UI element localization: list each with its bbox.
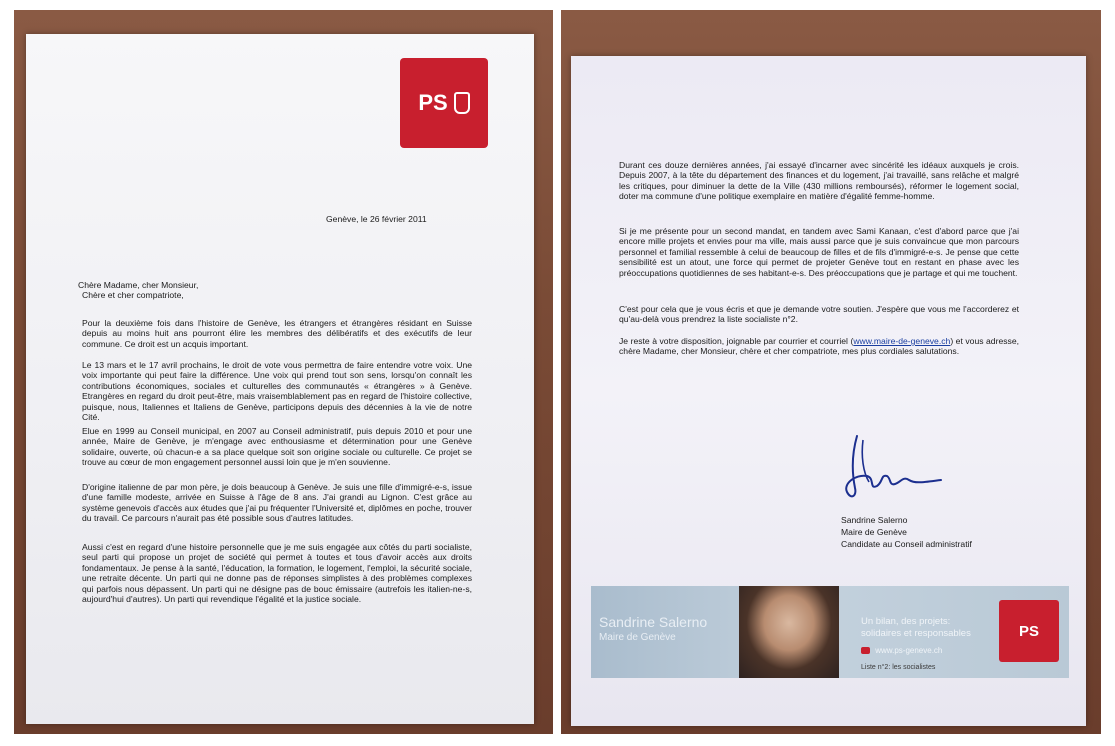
candidate-portrait <box>739 586 839 678</box>
paragraph-5: Aussi c'est en regard d'une histoire personnelle que je me suis engagée aux côtés du parti socialiste, seul parti qui propose un projet de société qui permet à toutes et tous d'avoir accès aux droits fondamentaux. Je pense à la santé, l'éducation, la formation, le logement, l'emploi, la sécurité sociale, une retraite décente. Un parti qui ne donne pas de réponses simplistes à des problèmes complexes qui parfois nous dépassent. Un parti qui ne désigne pas de bouc émissaire (autrefois les italien-ne-s, aujourd'hui d'autres). Un parti qui revendique l'égalité et la justice sociale. <box>82 542 472 605</box>
banner-slogan <box>861 616 971 640</box>
paragraph-7: Si je me présente pour un second mandat, en tandem avec Sami Kanaan, c'est d'abord parce que j'ai encore mille projets et envies pour ma ville, mais aussi parce que je suis convaincue que mon parcours personnel et familial ressemble à celui de beaucoup de filles et de fils d'immigré-e-s. Je pense que cette sensibilité est un atout, une force qui permet de projeter Genève tout en restant en phase avec les préoccupations quotidiennes de ses habitant-e-s. Des préoccupations que je partage et qui me touchent. <box>619 226 1019 278</box>
ps-logo <box>400 58 488 148</box>
closing-text-post: ) et vous adresse, chère Madame, cher Monsieur, chère et cher compatriote, mes plus cordiales salutations. <box>619 336 1019 357</box>
letter-page-1 <box>26 34 534 724</box>
campaign-banner <box>591 586 1069 678</box>
slogan-line-2: solidaires et responsables <box>861 628 971 639</box>
paragraph-3: Elue en 1999 au Conseil municipal, en 2007 au Conseil administratif, puis depuis 2010 et pour une année, Maire de Genève, je m'engage avec enthousiasme et détermination pour une Genève solidaire, ouverte, où chacun-e a sa place quelque soit son origine sociale ou culturelle. Ce projet se trouve au cœur de mon engagement personnel aussi loin que je m'en souvienne. <box>82 426 472 468</box>
greeting <box>78 280 198 301</box>
signatory-role: Candidate au Conseil administratif <box>841 539 972 549</box>
paragraph-1: Pour la deuxième fois dans l'histoire de Genève, les étrangers et étrangères résidant en Suisse depuis au moins huit ans pourront élire les membres des délibératifs et des exécutifs de leur commune. Ce droit est un acquis important. <box>82 318 472 349</box>
slogan-line-1: Un bilan, des projets: <box>861 616 951 627</box>
paragraph-6: Durant ces douze dernières années, j'ai essayé d'incarner avec sincérité les idéaux auxquels je crois. Depuis 2007, à la tête du département des finances et du logement, j'ai travaillé, sans relâche et malgré les critiques, pour diminuer la dette de la Ville (430 millions remboursés), réformer le logement social, doter ma commune d'une politique exemplaire en matière d'égalité femme-homme. <box>619 160 1019 202</box>
letter-page-2 <box>571 56 1086 726</box>
banner-name: Sandrine Salerno <box>599 614 708 630</box>
handwritten-signature <box>829 430 949 515</box>
banner-list-label: Liste n°2: les socialistes <box>861 664 936 671</box>
banner-url-text: www.ps-geneve.ch <box>875 646 943 655</box>
banner-role: Maire de Genève <box>599 632 676 643</box>
ps-logo-text: PS <box>418 90 448 115</box>
closing-paragraph <box>619 336 1019 357</box>
banner-ps-logo: PS <box>999 600 1059 662</box>
closing-text-pre: Je reste à votre disposition, joignable par courrier et courriel ( <box>619 336 854 346</box>
left-page-photo <box>14 10 553 734</box>
youtube-icon <box>861 647 870 654</box>
greeting-line-2: Chère et cher compatriote, <box>82 290 184 301</box>
geneva-crest-icon <box>454 92 470 114</box>
greeting-line-1: Chère Madame, cher Monsieur, <box>78 280 199 290</box>
paragraph-2: Le 13 mars et le 17 avril prochains, le droit de vote vous permettra de faire entendre votre voix. Une voix importante qui peut faire la différence. Une voix qui prend tout son sens, lorsqu'on connaît les contributions économiques, sociales et culturelles des communautés « étrangères » à Genève. Etrangères en regard du droit peut-être, mais vraisemblablement pas en regard de l'histoire collective, puisque, nous, Italiennes et Italiens de Genève, participons depuis des décennies à la vie de notre Cité. <box>82 360 472 423</box>
signature-block <box>841 514 972 550</box>
signatory-title: Maire de Genève <box>841 527 907 537</box>
letter-date: Genève, le 26 février 2011 <box>326 214 427 224</box>
website-link[interactable]: www.maire-de-geneve.ch <box>853 336 951 346</box>
banner-url <box>861 646 942 655</box>
signatory-name: Sandrine Salerno <box>841 515 908 525</box>
paragraph-8: C'est pour cela que je vous écris et que je demande votre soutien. J'espère que vous me l'accorderez et qu'au-delà vous prendrez la liste socialiste n°2. <box>619 304 1019 325</box>
paragraph-4: D'origine italienne de par mon père, je dois beaucoup à Genève. Je suis une fille d'immigré-e-s, issue d'une famille modeste, arrivée en Suisse à l'âge de 8 ans. J'ai grandi au Lignon. C'est grâce au système genevois d'accès aux études que j'ai pu fréquenter l'Université et, diplômes en poche, trouver du travail. Ce parcours n'aurait pas été possible sous d'autres latitudes. <box>82 482 472 524</box>
right-page-photo <box>561 10 1101 734</box>
